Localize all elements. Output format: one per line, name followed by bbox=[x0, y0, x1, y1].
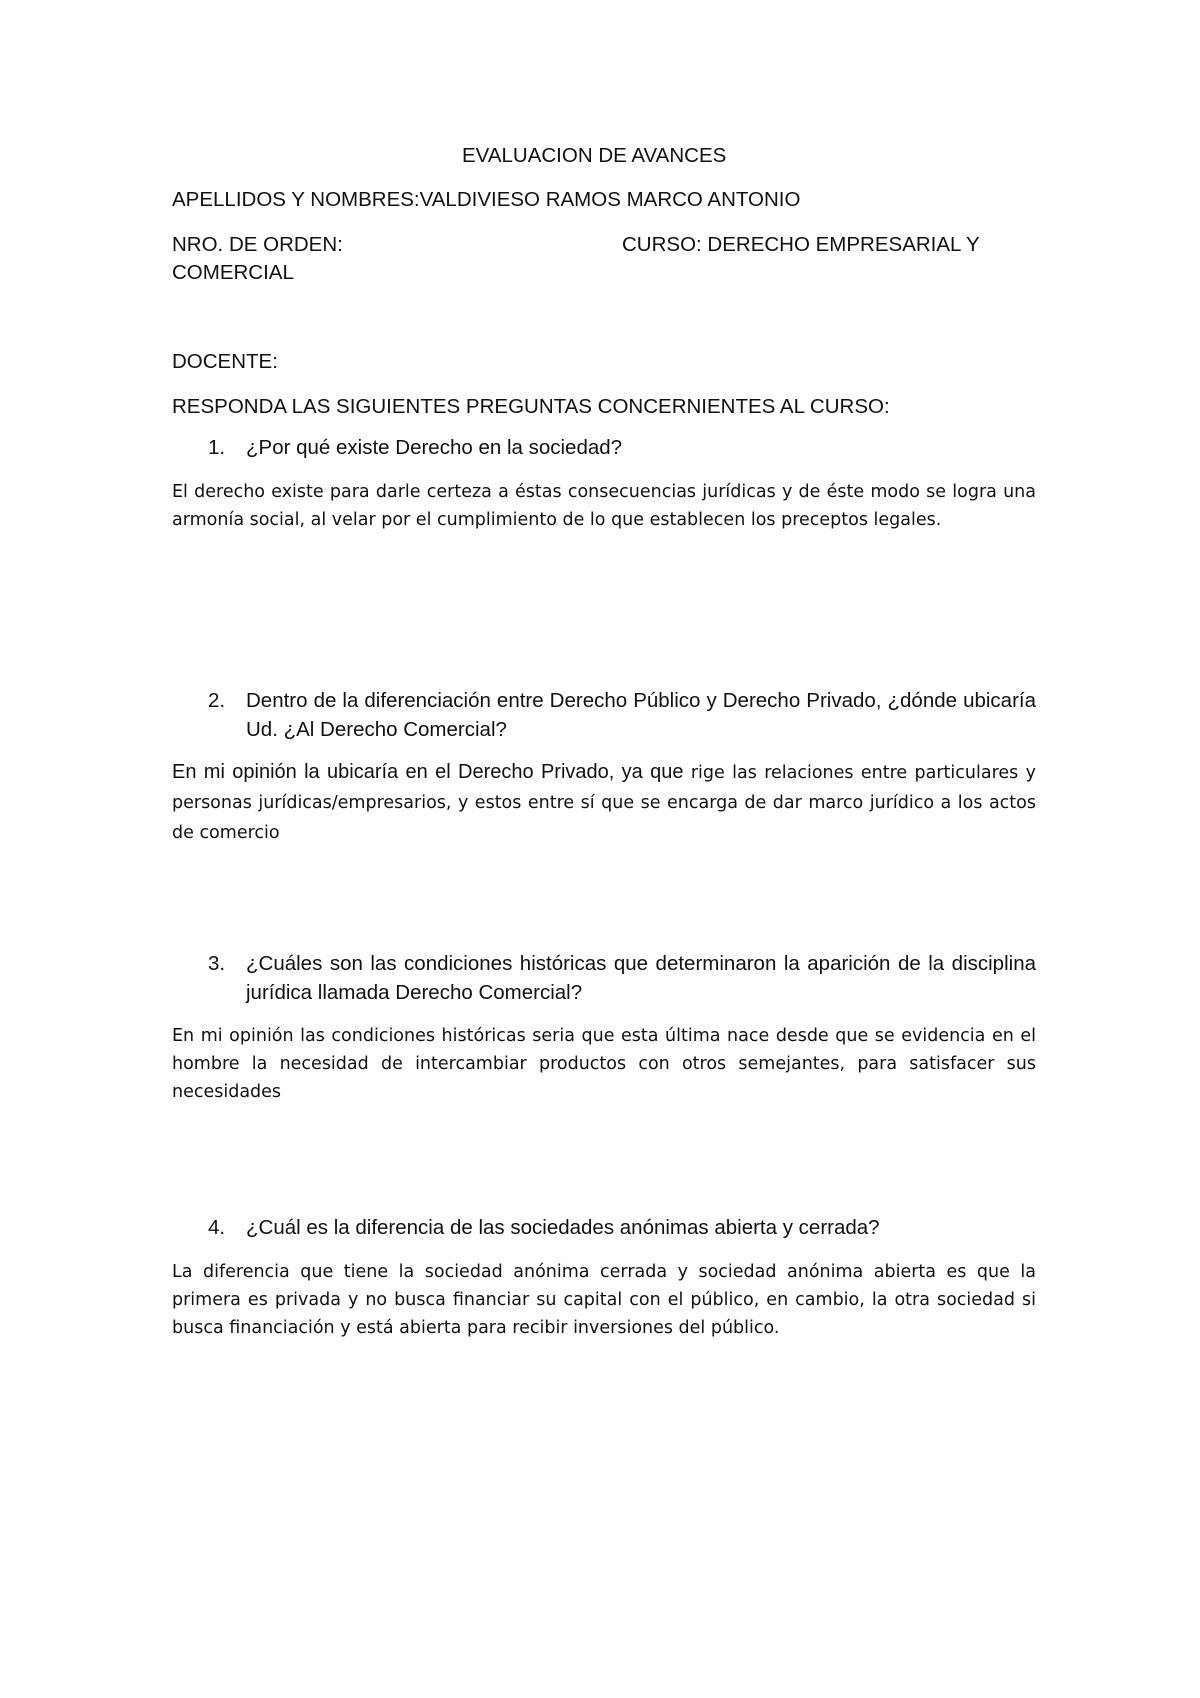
student-names-line: APELLIDOS Y NOMBRES:VALDIVIESO RAMOS MARCO ANTONIO bbox=[172, 188, 801, 211]
answer-2-part-1: En mi opinión la ubicaría en el Derecho Privado, ya que bbox=[172, 761, 691, 783]
answer-4: La diferencia que tiene la sociedad anónima cerrada y sociedad anónima abierta es que la primera es privada y no busca financiar su capital con el público, en cambio, la otra sociedad si busca financiación y está abierta para recibir inversiones del público. bbox=[172, 1262, 1036, 1338]
answer-2-part-2: rige las relaciones entre particulares y personas jurídicas/empresarios, y estos entre sí que se encarga de dar marco jurídico a los actos de comercio bbox=[172, 763, 1036, 843]
question-number: 2. bbox=[208, 689, 226, 712]
question-text: ¿Cuál es la diferencia de las sociedades anónimas abierta y cerrada? bbox=[246, 1216, 880, 1239]
course-label-continuation: COMERCIAL bbox=[172, 261, 294, 284]
question-4 bbox=[172, 1213, 1036, 1242]
question-2 bbox=[172, 686, 1036, 744]
question-number: 1. bbox=[208, 436, 226, 459]
question-1 bbox=[172, 433, 1036, 462]
question-number: 3. bbox=[208, 952, 226, 975]
question-text: ¿Por qué existe Derecho en la sociedad? bbox=[246, 436, 623, 459]
question-text: ¿Cuáles son las condiciones históricas que determinaron la aparición de la disciplina jurídica llamada Derecho Comercial? bbox=[246, 952, 1036, 1004]
question-3 bbox=[172, 949, 1036, 1007]
answer-1: El derecho existe para darle certeza a éstas consecuencias jurídicas y de éste modo se logra una armonía social, al velar por el cumplimiento de lo que establecen los preceptos legales. bbox=[172, 482, 1036, 530]
answer-2 bbox=[172, 758, 1036, 848]
answer-3: En mi opinión las condiciones históricas seria que esta última nace desde que se evidencia en el hombre la necesidad de intercambiar productos con otros semejantes, para satisfacer sus necesidades bbox=[172, 1026, 1036, 1102]
instruction-line: RESPONDA LAS SIGUIENTES PREGUNTAS CONCERNIENTES AL CURSO: bbox=[172, 395, 890, 418]
document-title: EVALUACION DE AVANCES bbox=[462, 144, 727, 167]
teacher-label: DOCENTE: bbox=[172, 350, 278, 373]
question-text: Dentro de la diferenciación entre Derecho Público y Derecho Privado, ¿dónde ubicaría Ud. ¿Al Derecho Comercial? bbox=[246, 689, 1036, 741]
question-number: 4. bbox=[208, 1216, 226, 1239]
course-label: CURSO: DERECHO EMPRESARIAL Y bbox=[622, 233, 980, 256]
order-number-label: NRO. DE ORDEN: bbox=[172, 233, 343, 256]
